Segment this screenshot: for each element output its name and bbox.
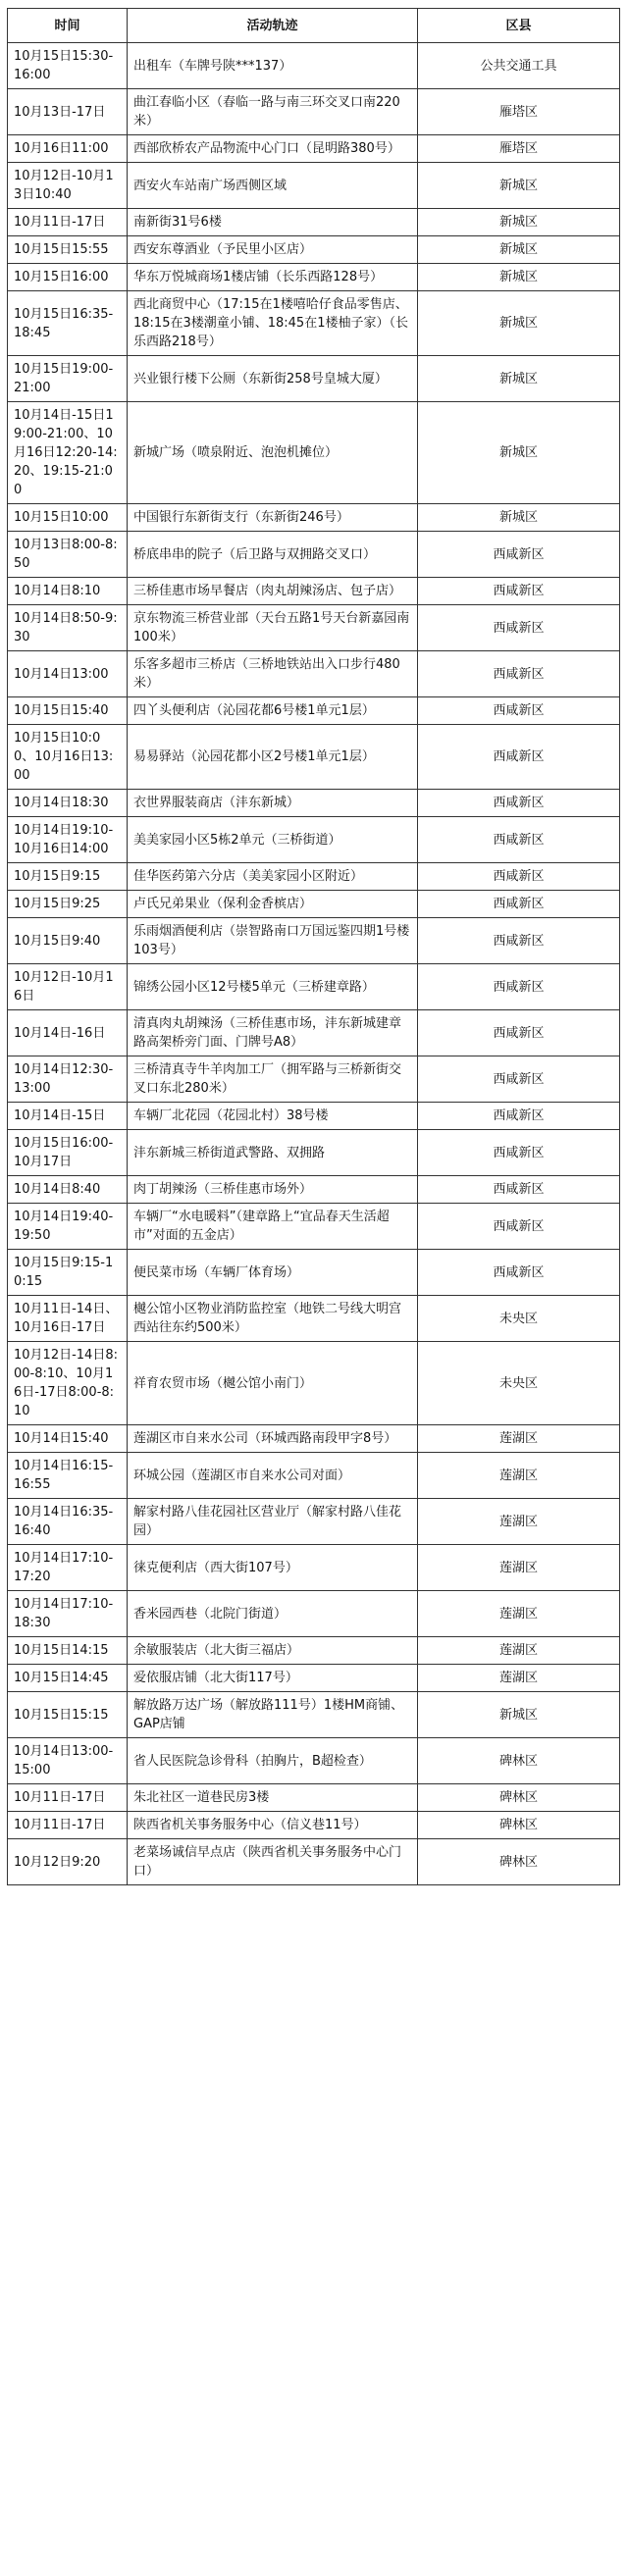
activity-trace-table <box>7 8 620 1885</box>
table-row <box>8 605 620 651</box>
table-row <box>8 1499 620 1545</box>
row-district: 西咸新区 <box>418 1204 620 1250</box>
row-time: 10月15日19:00-21:00 <box>8 356 128 402</box>
row-time: 10月15日9:15 <box>8 863 128 891</box>
row-time: 10月15日15:30-16:00 <box>8 43 128 89</box>
row-time: 10月12日-10月13日10:40 <box>8 163 128 209</box>
row-location: 陕西省机关事务服务中心（信义巷11号） <box>128 1812 418 1839</box>
row-district: 莲湖区 <box>418 1545 620 1591</box>
row-location: 桥底串串的院子（后卫路与双拥路交叉口） <box>128 532 418 578</box>
row-district: 西咸新区 <box>418 964 620 1010</box>
row-location: 锦绣公园小区12号楼5单元（三桥建章路） <box>128 964 418 1010</box>
row-district: 碑林区 <box>418 1812 620 1839</box>
row-time: 10月14日16:15-16:55 <box>8 1453 128 1499</box>
row-district: 碑林区 <box>418 1738 620 1784</box>
table-row <box>8 163 620 209</box>
row-location: 樾公馆小区物业消防监控室（地铁二号线大明宫西站往东约500米） <box>128 1296 418 1342</box>
table-row <box>8 1591 620 1637</box>
row-district: 西咸新区 <box>418 817 620 863</box>
row-district: 未央区 <box>418 1342 620 1425</box>
table-row <box>8 1545 620 1591</box>
row-time: 10月15日15:55 <box>8 236 128 264</box>
table-row <box>8 356 620 402</box>
table-row <box>8 1056 620 1103</box>
table-header-row <box>8 9 620 43</box>
row-district: 碑林区 <box>418 1839 620 1885</box>
row-time: 10月16日11:00 <box>8 135 128 163</box>
row-time: 10月15日16:35-18:45 <box>8 291 128 356</box>
table-row <box>8 651 620 697</box>
row-location: 车辆厂“水电暖料”（建章路上“宜品春天生活超市”对面的五金店） <box>128 1204 418 1250</box>
table-row <box>8 209 620 236</box>
row-time: 10月14日17:10-18:30 <box>8 1591 128 1637</box>
row-location: 京东物流三桥营业部（天台五路1号天台新嘉园南100米） <box>128 605 418 651</box>
row-district: 西咸新区 <box>418 1176 620 1204</box>
table-row <box>8 402 620 504</box>
row-district: 未央区 <box>418 1296 620 1342</box>
row-district: 新城区 <box>418 291 620 356</box>
row-location: 车辆厂北花园（花园北村）38号楼 <box>128 1103 418 1130</box>
table-row <box>8 264 620 291</box>
row-time: 10月13日8:00-8:50 <box>8 532 128 578</box>
row-time: 10月15日9:25 <box>8 891 128 918</box>
row-location: 环城公园（莲湖区市自来水公司对面） <box>128 1453 418 1499</box>
row-location: 易易驿站（沁园花都小区2号楼1单元1层） <box>128 725 418 790</box>
row-location: 西安东尊酒业（予民里小区店） <box>128 236 418 264</box>
row-location: 美美家园小区5栋2单元（三桥街道） <box>128 817 418 863</box>
table-row <box>8 1296 620 1342</box>
trace-table-container <box>7 8 619 1885</box>
row-location: 华东万悦城商场1楼店铺（长乐西路128号） <box>128 264 418 291</box>
table-row <box>8 790 620 817</box>
row-district: 西咸新区 <box>418 651 620 697</box>
table-row <box>8 1425 620 1453</box>
row-time: 10月15日10:00 <box>8 504 128 532</box>
row-district: 西咸新区 <box>418 891 620 918</box>
row-time: 10月14日-16日 <box>8 1010 128 1056</box>
row-time: 10月14日15:40 <box>8 1425 128 1453</box>
table-row <box>8 291 620 356</box>
row-location: 西部欣桥农产品物流中心门口（昆明路380号） <box>128 135 418 163</box>
row-district: 西咸新区 <box>418 918 620 964</box>
table-row <box>8 863 620 891</box>
row-time: 10月12日-14日8:00-8:10、10月16日-17日8:00-8:10 <box>8 1342 128 1425</box>
row-time: 10月11日-17日 <box>8 209 128 236</box>
row-location: 清真肉丸胡辣汤（三桥佳惠市场，沣东新城建章路高架桥旁门面、门牌号A8） <box>128 1010 418 1056</box>
row-district: 新城区 <box>418 402 620 504</box>
table-row <box>8 1103 620 1130</box>
row-time: 10月11日-17日 <box>8 1812 128 1839</box>
row-time: 10月12日-10月16日 <box>8 964 128 1010</box>
table-row <box>8 918 620 964</box>
row-location: 爱依服店铺（北大街117号） <box>128 1665 418 1692</box>
row-time: 10月14日-15日 <box>8 1103 128 1130</box>
row-district: 西咸新区 <box>418 605 620 651</box>
row-time: 10月15日14:15 <box>8 1637 128 1665</box>
row-district: 西咸新区 <box>418 1010 620 1056</box>
header-time: 时间 <box>8 9 128 43</box>
row-district: 西咸新区 <box>418 1056 620 1103</box>
table-row <box>8 1784 620 1812</box>
row-district: 新城区 <box>418 209 620 236</box>
row-district: 莲湖区 <box>418 1591 620 1637</box>
row-district: 西咸新区 <box>418 697 620 725</box>
row-district: 新城区 <box>418 1692 620 1738</box>
row-location: 乐客多超市三桥店（三桥地铁站出入口步行480米） <box>128 651 418 697</box>
row-time: 10月15日16:00-10月17日 <box>8 1130 128 1176</box>
row-district: 雁塔区 <box>418 135 620 163</box>
row-district: 新城区 <box>418 264 620 291</box>
row-location: 莲湖区市自来水公司（环城西路南段甲字8号） <box>128 1425 418 1453</box>
row-time: 10月14日16:35-16:40 <box>8 1499 128 1545</box>
row-location: 曲江春临小区（春临一路与南三环交叉口南220米） <box>128 89 418 135</box>
row-location: 徕克便利店（西大街107号） <box>128 1545 418 1591</box>
table-row <box>8 725 620 790</box>
row-location: 三桥佳惠市场早餐店（肉丸胡辣汤店、包子店） <box>128 578 418 605</box>
row-district: 西咸新区 <box>418 1130 620 1176</box>
row-location: 乐雨烟酒便利店（崇智路南口万国远鉴四期1号楼103号） <box>128 918 418 964</box>
row-time: 10月14日8:40 <box>8 1176 128 1204</box>
table-row <box>8 891 620 918</box>
table-row <box>8 1250 620 1296</box>
table-row <box>8 1839 620 1885</box>
table-row <box>8 1204 620 1250</box>
row-location: 衣世界服装商店（沣东新城） <box>128 790 418 817</box>
row-time: 10月14日-15日19:00-21:00、10月16日12:20-14:20、19:15-21:00 <box>8 402 128 504</box>
table-row <box>8 697 620 725</box>
row-district: 莲湖区 <box>418 1425 620 1453</box>
row-location: 肉丁胡辣汤（三桥佳惠市场外） <box>128 1176 418 1204</box>
row-location: 四丫头便利店（沁园花都6号楼1单元1层） <box>128 697 418 725</box>
row-location: 兴业银行楼下公厕（东新街258号皇城大厦） <box>128 356 418 402</box>
table-row <box>8 1130 620 1176</box>
row-time: 10月13日-17日 <box>8 89 128 135</box>
row-district: 新城区 <box>418 163 620 209</box>
table-row <box>8 1692 620 1738</box>
row-time: 10月14日13:00-15:00 <box>8 1738 128 1784</box>
table-row <box>8 135 620 163</box>
row-time: 10月14日17:10-17:20 <box>8 1545 128 1591</box>
row-time: 10月14日18:30 <box>8 790 128 817</box>
row-location: 便民菜市场（车辆厂体育场） <box>128 1250 418 1296</box>
row-location: 佳华医药第六分店（美美家园小区附近） <box>128 863 418 891</box>
row-district: 公共交通工具 <box>418 43 620 89</box>
row-district: 莲湖区 <box>418 1499 620 1545</box>
row-location: 西北商贸中心（17:15在1楼嘻哈仔食品零售店、18:15在3楼潮童小铺、18:45在1楼柚子家）（长乐西路218号） <box>128 291 418 356</box>
row-time: 10月14日8:50-9:30 <box>8 605 128 651</box>
table-row <box>8 236 620 264</box>
table-row <box>8 1010 620 1056</box>
row-time: 10月15日9:40 <box>8 918 128 964</box>
row-district: 西咸新区 <box>418 578 620 605</box>
row-district: 西咸新区 <box>418 1103 620 1130</box>
row-time: 10月14日12:30-13:00 <box>8 1056 128 1103</box>
row-time: 10月15日14:45 <box>8 1665 128 1692</box>
row-location: 解放路万达广场（解放路111号）1楼HM商铺、GAP店铺 <box>128 1692 418 1738</box>
row-location: 沣东新城三桥街道武警路、双拥路 <box>128 1130 418 1176</box>
row-time: 10月11日-17日 <box>8 1784 128 1812</box>
row-location: 解家村路八佳花园社区营业厅（解家村路八佳花园） <box>128 1499 418 1545</box>
row-location: 南新街31号6楼 <box>128 209 418 236</box>
row-time: 10月15日9:15-10:15 <box>8 1250 128 1296</box>
table-row <box>8 1342 620 1425</box>
table-body <box>8 43 620 1885</box>
row-time: 10月14日19:10-10月16日14:00 <box>8 817 128 863</box>
row-district: 新城区 <box>418 504 620 532</box>
row-location: 卢氏兄弟果业（保利金香槟店） <box>128 891 418 918</box>
row-district: 西咸新区 <box>418 790 620 817</box>
table-row <box>8 964 620 1010</box>
row-location: 朱北社区一道巷民房3楼 <box>128 1784 418 1812</box>
row-location: 三桥清真寺牛羊肉加工厂（拥军路与三桥新街交叉口东北280米） <box>128 1056 418 1103</box>
row-location: 老菜场诚信早点店（陕西省机关事务服务中心门口） <box>128 1839 418 1885</box>
row-time: 10月15日10:00、10月16日13:00 <box>8 725 128 790</box>
row-location: 余敏服装店（北大街三福店） <box>128 1637 418 1665</box>
row-time: 10月14日13:00 <box>8 651 128 697</box>
row-location: 新城广场（喷泉附近、泡泡机摊位） <box>128 402 418 504</box>
header-location: 活动轨迹 <box>128 9 418 43</box>
table-row <box>8 532 620 578</box>
row-district: 新城区 <box>418 356 620 402</box>
row-district: 雁塔区 <box>418 89 620 135</box>
row-district: 西咸新区 <box>418 725 620 790</box>
header-district: 区县 <box>418 9 620 43</box>
row-location: 中国银行东新街支行（东新街246号） <box>128 504 418 532</box>
table-row <box>8 817 620 863</box>
row-time: 10月14日8:10 <box>8 578 128 605</box>
table-row <box>8 1665 620 1692</box>
row-time: 10月15日16:00 <box>8 264 128 291</box>
table-row <box>8 1812 620 1839</box>
row-district: 西咸新区 <box>418 1250 620 1296</box>
row-time: 10月15日15:40 <box>8 697 128 725</box>
row-district: 莲湖区 <box>418 1453 620 1499</box>
row-district: 西咸新区 <box>418 863 620 891</box>
row-location: 省人民医院急诊骨科（拍胸片，B超检查） <box>128 1738 418 1784</box>
table-row <box>8 578 620 605</box>
row-district: 新城区 <box>418 236 620 264</box>
row-location: 西安火车站南广场西侧区域 <box>128 163 418 209</box>
table-row <box>8 89 620 135</box>
table-row <box>8 1637 620 1665</box>
table-row <box>8 1738 620 1784</box>
row-district: 碑林区 <box>418 1784 620 1812</box>
row-time: 10月12日9:20 <box>8 1839 128 1885</box>
row-district: 莲湖区 <box>418 1665 620 1692</box>
row-district: 莲湖区 <box>418 1637 620 1665</box>
table-row <box>8 1176 620 1204</box>
table-row <box>8 43 620 89</box>
row-location: 祥育农贸市场（樾公馆小南门） <box>128 1342 418 1425</box>
row-location: 出租车（车牌号陕***137） <box>128 43 418 89</box>
table-row <box>8 504 620 532</box>
row-district: 西咸新区 <box>418 532 620 578</box>
row-time: 10月11日-14日、10月16日-17日 <box>8 1296 128 1342</box>
row-time: 10月14日19:40-19:50 <box>8 1204 128 1250</box>
row-location: 香米园西巷（北院门街道） <box>128 1591 418 1637</box>
row-time: 10月15日15:15 <box>8 1692 128 1738</box>
table-row <box>8 1453 620 1499</box>
